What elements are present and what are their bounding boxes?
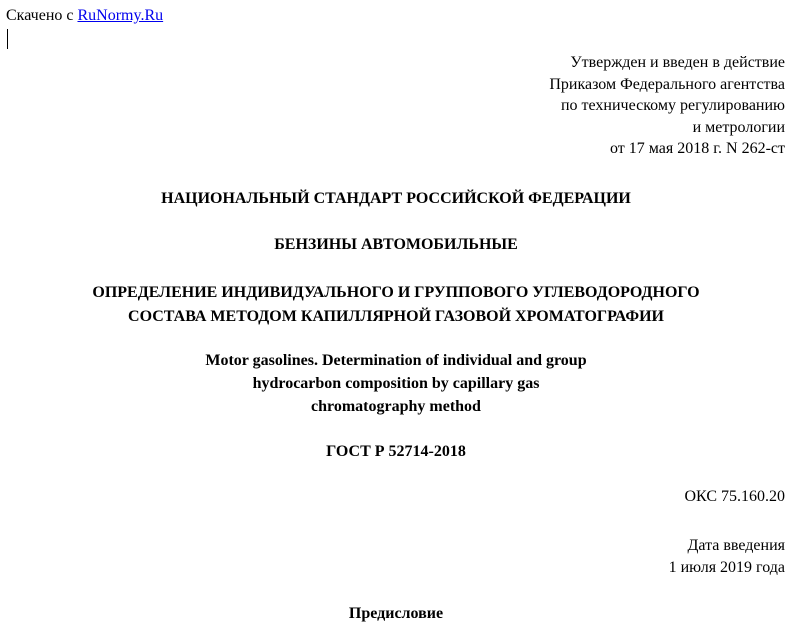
source-prefix: Скачено с xyxy=(6,7,78,24)
source-link[interactable]: RuNormy.Ru xyxy=(77,7,164,24)
oks-code: ОКС 75.160.20 xyxy=(684,488,785,505)
title-en-line: chromatography method xyxy=(311,398,481,415)
gost-number: ГОСТ Р 52714-2018 xyxy=(326,443,466,460)
source-line xyxy=(6,6,163,25)
approval-line: Приказом Федерального агентства xyxy=(549,75,785,93)
standard-title-ru: БЕНЗИНЫ АВТОМОБИЛЬНЫЕ xyxy=(274,236,518,253)
subtitle-ru-line: ОПРЕДЕЛЕНИЕ ИНДИВИДУАЛЬНОГО И ГРУППОВОГО УГЛЕВОДОРОДНОГО xyxy=(92,284,700,301)
title-en-line: hydrocarbon composition by capillary gas xyxy=(252,375,540,392)
standard-subtitle-ru xyxy=(0,281,792,329)
approval-line: и метрологии xyxy=(692,118,785,136)
national-standard-heading: НАЦИОНАЛЬНЫЙ СТАНДАРТ РОССИЙСКОЙ ФЕДЕРАЦИИ xyxy=(161,190,631,207)
subtitle-ru-line: СОСТАВА МЕТОДОМ КАПИЛЛЯРНОЙ ГАЗОВОЙ ХРОМАТОГРАФИИ xyxy=(128,308,664,325)
introduction-date xyxy=(669,535,785,579)
approval-line: по техническому регулированию xyxy=(560,97,785,115)
intro-date-value: 1 июля 2019 года xyxy=(668,559,785,576)
approval-line: от 17 мая 2018 г. N 262-ст xyxy=(610,140,785,158)
approval-line: Утвержден и введен в действие xyxy=(570,54,785,71)
intro-date-label: Дата введения xyxy=(687,537,785,554)
standard-title-en xyxy=(0,349,792,418)
preface-heading: Предисловие xyxy=(348,605,444,622)
approval-block xyxy=(549,52,785,160)
text-cursor xyxy=(7,29,8,49)
title-en-line: Motor gasolines. Determination of individual and group xyxy=(205,352,587,369)
